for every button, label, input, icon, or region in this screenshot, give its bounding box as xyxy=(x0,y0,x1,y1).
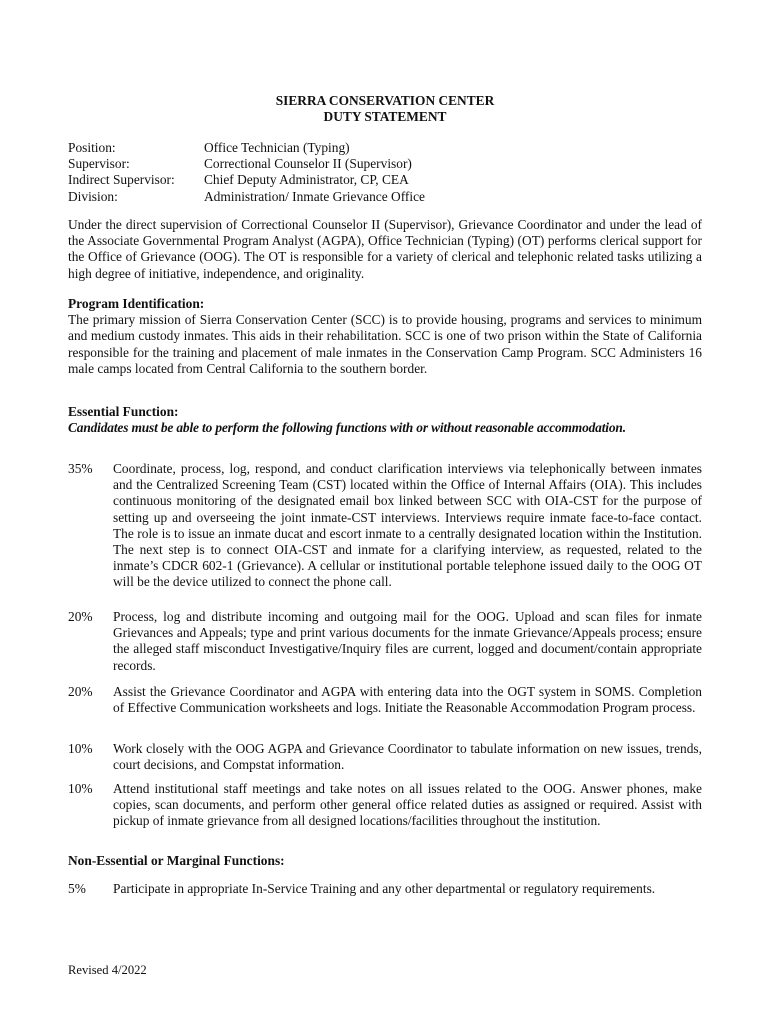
duty-item xyxy=(68,781,702,830)
position-info xyxy=(68,140,425,205)
info-row-indirect-supervisor xyxy=(68,172,425,188)
duty-percent: 10% xyxy=(68,781,93,796)
duty-item xyxy=(68,881,702,897)
info-label: Position: xyxy=(68,140,116,155)
duty-item xyxy=(68,609,702,674)
intro-paragraph: Under the direct supervision of Correctional Counselor II (Supervisor), Grievance Coordinator and under the lead of the Associate Governmental Program Analyst (AGPA), Office Technician (Typing) (OT) performs clerical support for the Office of Grievance (OOG). The OT is responsible for a variety of clerical and telephonic related tasks utilizing a high degree of initiative, independence, and originality. xyxy=(68,217,702,281)
info-label: Division: xyxy=(68,188,118,204)
duty-text: Attend institutional staff meetings and take notes on all issues related to the OOG. Answer phones, make copies, scan documents, and perform other general office related duties as assigned or required. Assist with pickup of inmate grievance from all designed locations/facilities throughout the institution. xyxy=(113,781,702,829)
info-row-division xyxy=(68,189,425,205)
essential-section-header xyxy=(68,404,702,436)
duty-item xyxy=(68,461,702,591)
info-label: Supervisor: xyxy=(68,156,130,172)
duty-text: Process, log and distribute incoming and outgoing mail for the OOG. Upload and scan files for inmate Grievances and Appeals; type and print various documents for the inmate Grievance/Appeals process; ensure the alleged staff misconduct Investigative/Inquiry files are current, logged and document/contain appropriate records. xyxy=(113,609,702,673)
essential-heading: Essential Function: xyxy=(68,404,179,419)
duty-text: Assist the Grievance Coordinator and AGPA with entering data into the OGT system in SOMS. Completion of Effective Communication worksheets and logs. Initiate the Reasonable Accommodation Program process. xyxy=(113,684,702,716)
revision-footer: Revised 4/2022 xyxy=(68,963,147,977)
duty-percent: 10% xyxy=(68,741,93,756)
essential-subheading: Candidates must be able to perform the following functions with or without reasonable accommodation. xyxy=(68,420,626,436)
duty-text: Work closely with the OOG AGPA and Grievance Coordinator to tabulate information on new issues, trends, court decisions, and Compstat information. xyxy=(113,741,702,773)
program-heading: Program Identification: xyxy=(68,296,205,311)
program-section xyxy=(68,296,702,377)
info-value: Correctional Counselor II (Supervisor) xyxy=(204,156,412,172)
info-value: Office Technician (Typing) xyxy=(204,140,350,155)
duty-percent: 5% xyxy=(68,881,86,896)
duty-percent: 35% xyxy=(68,461,93,476)
info-label: Indirect Supervisor: xyxy=(68,172,175,188)
document-title: DUTY STATEMENT xyxy=(323,109,447,124)
duty-text: Participate in appropriate In-Service Training and any other departmental or regulatory requirements. xyxy=(113,881,656,896)
info-value: Chief Deputy Administrator, CP, CEA xyxy=(204,172,409,188)
program-text: The primary mission of Sierra Conservation Center (SCC) is to provide housing, programs and services to minimum and medium custody inmates. This aids in their rehabilitation. SCC is one of two prison within the State of California responsible for the training and placement of male inmates in the Conservation Camp Program. SCC Administers 16 male camps located from Central California to the southern border. xyxy=(68,312,702,376)
non-essential-heading: Non-Essential or Marginal Functions: xyxy=(68,853,285,868)
info-row-position xyxy=(68,140,425,156)
duty-percent: 20% xyxy=(68,684,93,699)
duty-item xyxy=(68,684,702,716)
duty-item xyxy=(68,741,702,773)
org-title: SIERRA CONSERVATION CENTER xyxy=(275,93,495,108)
duty-percent: 20% xyxy=(68,609,93,624)
info-value: Administration/ Inmate Grievance Office xyxy=(204,188,425,204)
info-row-supervisor xyxy=(68,156,425,172)
duty-text: Coordinate, process, log, respond, and conduct clarification interviews via telephonically between inmates and the Centralized Screening Team (CST) located within the Office of Internal Affairs (OIA). This includes continuous monitoring of the designated email box linked between SCC with OIA-CST for the purpose of setting up and overseeing the joint inmate-CST interviews. Interviews require inmate face-to-face contact. The role is to issue an inmate ducat and escort inmate to a centrally designated location within the Institution. The next step is to connect OIA-CST and inmate for a clarifying interview, as requested, related to the inmate’s CDCR 602-1 (Grievance). A cellular or institutional portable telephone issued daily to the OOG OT will be the device utilized to connect the phone call. xyxy=(113,461,702,590)
